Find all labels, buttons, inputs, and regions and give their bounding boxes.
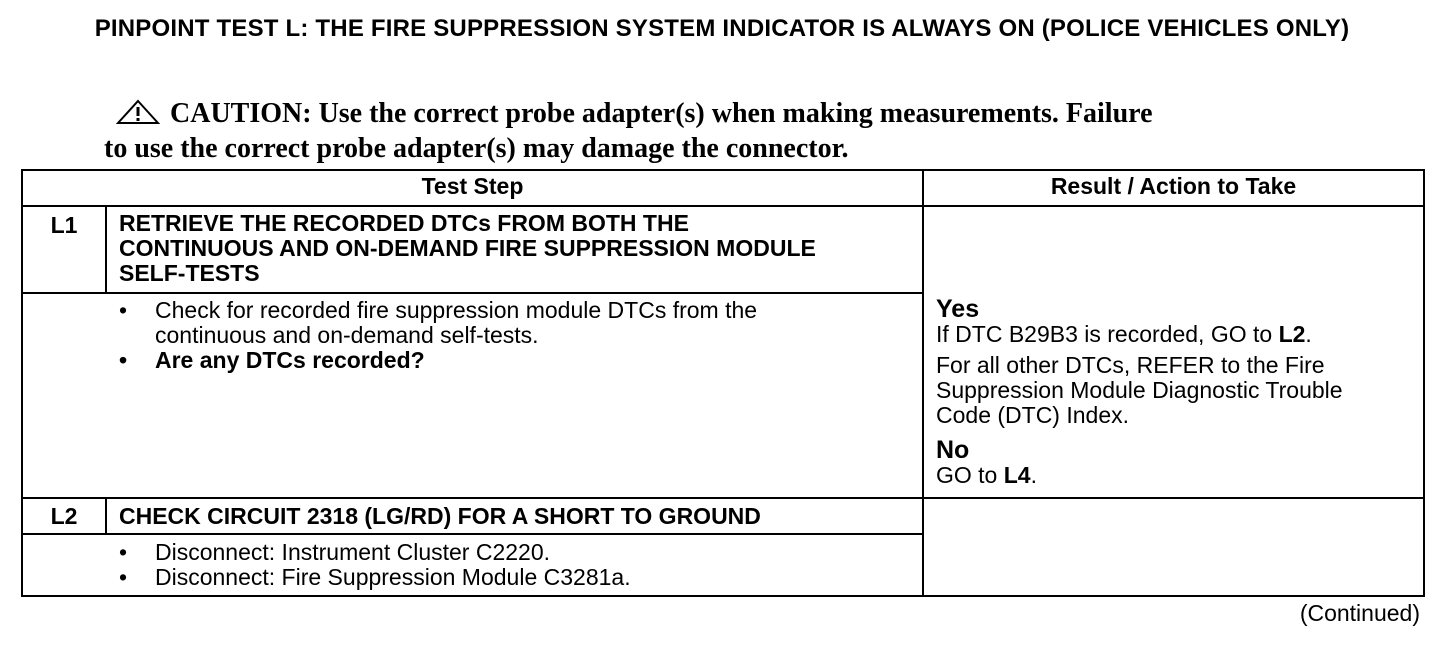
caution-note	[104, 98, 1324, 165]
bullet-item: • Disconnect: Fire Suppression Module C3281a.	[119, 565, 909, 590]
caution-label: CAUTION:	[170, 98, 312, 129]
step-body-l2	[119, 540, 909, 590]
step-title-l1-line1: RETRIEVE THE RECORDED DTCs FROM BOTH THE	[119, 210, 689, 236]
step-title-l1	[119, 211, 909, 286]
header-result-action: Result / Action to Take	[1050, 173, 1297, 199]
bullet-item-question: • Are any DTCs recorded?	[119, 348, 909, 373]
result-yes-line: If DTC B29B3 is recorded, GO to L2.	[936, 321, 1312, 347]
step-id-l1: L1	[50, 212, 78, 238]
continued-note: (Continued)	[1299, 600, 1420, 626]
step-link-l2[interactable]: L2	[1278, 321, 1306, 347]
step-title-l1-line3: SELF-TESTS	[119, 260, 260, 286]
bullet-text-line: continuous and on-demand self-tests.	[155, 322, 539, 348]
bullet-item: • Disconnect: Instrument Cluster C2220.	[119, 540, 909, 565]
caution-text-line2: to use the correct probe adapter(s) may damage the connector.	[104, 133, 849, 164]
bullet-item	[119, 298, 909, 348]
result-yes-label: Yes	[936, 295, 980, 323]
page-title: PINPOINT TEST L: THE FIRE SUPPRESSION SYSTEM INDICATOR IS ALWAYS ON (POLICE VEHICLES ONLY)	[94, 15, 1350, 42]
bullet-text-line: • Check for recorded fire suppression module DTCs from the	[155, 297, 758, 323]
header-test-step: Test Step	[421, 173, 524, 199]
warning-triangle-icon	[116, 99, 160, 133]
step-body-l1	[119, 298, 909, 373]
step-id-l2: L2	[50, 503, 78, 529]
step-title-l1-line2: CONTINUOUS AND ON-DEMAND FIRE SUPPRESSION MODULE	[119, 235, 816, 261]
result-no-label: No	[936, 436, 970, 464]
step-link-l4[interactable]: L4	[1003, 462, 1031, 488]
result-yes-paragraph: For all other DTCs, REFER to the Fire Suppression Module Diagnostic Trouble Code (DTC) Index.	[936, 352, 1343, 428]
result-no-line: GO to L4.	[936, 462, 1037, 488]
pinpoint-test-table	[21, 169, 1425, 597]
step-title-l2: CHECK CIRCUIT 2318 (LG/RD) FOR A SHORT TO GROUND	[119, 503, 761, 529]
result-l1	[936, 297, 1416, 488]
caution-text-line1: Use the correct probe adapter(s) when making measurements. Failure	[318, 98, 1153, 129]
